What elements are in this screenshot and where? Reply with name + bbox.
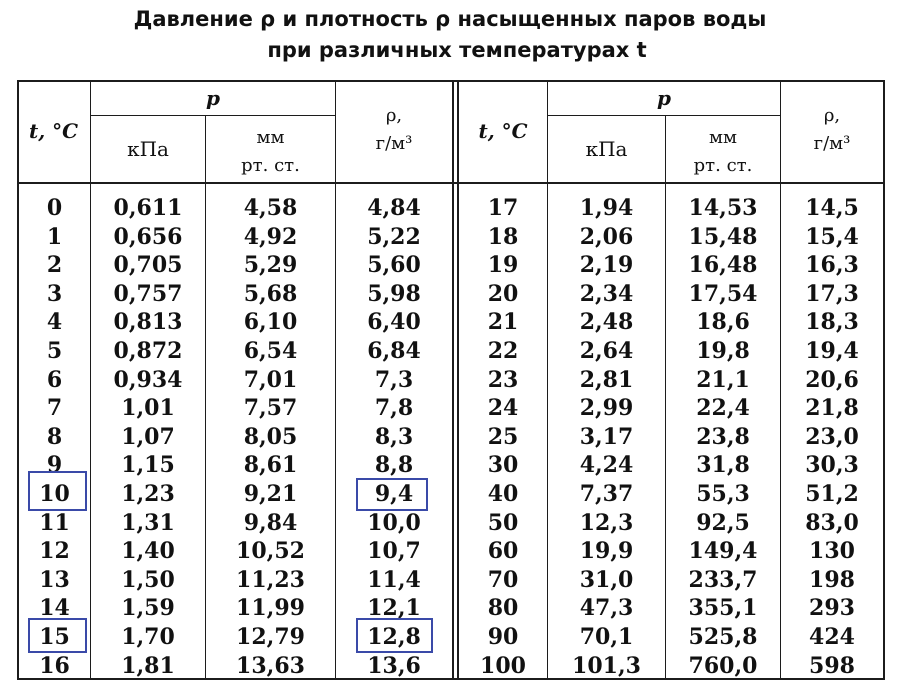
table-cell: 5,68 xyxy=(243,280,298,307)
header-mm-line1-left: мм xyxy=(256,127,285,148)
table-cell: 19,9 xyxy=(579,538,634,565)
header-bottom-border xyxy=(17,182,885,184)
table-cell: 12,1 xyxy=(367,595,421,622)
table-cell: 12,8 xyxy=(367,623,421,650)
table-cell: 1,31 xyxy=(121,509,175,536)
table-cell: 2,64 xyxy=(579,337,634,364)
table-cell: 13,63 xyxy=(236,652,305,679)
table-cell: 19,8 xyxy=(696,337,750,364)
highlight-box-rho-9-4 xyxy=(356,478,428,511)
header-rho-line1-left: ρ, xyxy=(385,105,403,126)
header-rho-line1-right: ρ, xyxy=(823,105,841,126)
table-cell: 24 xyxy=(487,395,519,422)
table-cell: 8,8 xyxy=(374,452,414,479)
table-cell: 1,70 xyxy=(121,623,175,650)
table-cell: 11 xyxy=(39,509,70,536)
header-mm-right xyxy=(666,124,780,180)
column-t-right xyxy=(459,194,547,679)
table-right-border xyxy=(883,80,885,680)
table-cell: 80 xyxy=(487,595,519,622)
table-cell: 130 xyxy=(809,538,855,565)
header-rho-left xyxy=(336,102,452,158)
highlight-box-t-15 xyxy=(28,618,87,653)
table-cell: 23,0 xyxy=(805,423,859,450)
header-t-left: t, °C xyxy=(28,119,79,143)
table-cell: 31,0 xyxy=(579,566,634,593)
table-cell: 10,7 xyxy=(367,538,421,565)
table-cell: 2,19 xyxy=(579,252,634,279)
table-cell: 1,40 xyxy=(121,538,175,565)
table-cell: 424 xyxy=(809,623,855,650)
table-cell: 6,10 xyxy=(243,309,298,336)
table-cell: 51,2 xyxy=(805,480,859,507)
table-cell: 1,23 xyxy=(121,480,175,507)
table-cell: 25 xyxy=(487,423,519,450)
table-cell: 47,3 xyxy=(579,595,634,622)
table-cell: 3,17 xyxy=(579,423,634,450)
table-cell: 355,1 xyxy=(688,595,758,622)
table-cell: 92,5 xyxy=(696,509,750,536)
table-cell: 9,4 xyxy=(374,480,414,507)
table-cell: 6 xyxy=(46,366,63,393)
table-cell: 23 xyxy=(487,366,519,393)
center-divider-a xyxy=(452,80,454,680)
table-cell: 31,8 xyxy=(696,452,750,479)
table-cell: 9,21 xyxy=(243,480,298,507)
table-cell: 18 xyxy=(487,223,519,250)
table-cell: 2,81 xyxy=(579,366,634,393)
table-cell: 0,872 xyxy=(113,337,183,364)
table-cell: 30 xyxy=(487,452,519,479)
table-cell: 23,8 xyxy=(696,423,750,450)
table-cell: 0,705 xyxy=(113,252,183,279)
table-cell: 4,84 xyxy=(367,195,421,221)
table-cell: 598 xyxy=(809,652,855,679)
table-cell: 2 xyxy=(46,252,63,279)
table-cell: 0,757 xyxy=(113,280,183,307)
table-cell: 17,54 xyxy=(688,280,758,307)
table-cell: 5,98 xyxy=(367,280,421,307)
table-cell: 2,34 xyxy=(579,280,634,307)
table-cell: 2,48 xyxy=(579,309,634,336)
table-cell: 8,05 xyxy=(243,423,298,450)
table-cell: 10,0 xyxy=(367,509,421,536)
table-cell: 14,53 xyxy=(688,195,758,221)
table-cell: 14,5 xyxy=(805,195,859,221)
table-cell: 525,8 xyxy=(688,623,758,650)
table-cell: 149,4 xyxy=(688,538,758,565)
table-cell: 12 xyxy=(39,538,70,565)
table-cell: 21,8 xyxy=(805,395,859,422)
table-cell: 4,24 xyxy=(579,452,634,479)
table-cell: 70 xyxy=(487,566,519,593)
table-cell: 0,611 xyxy=(113,195,183,221)
table-cell: 20,6 xyxy=(805,366,859,393)
table-cell: 5,22 xyxy=(367,223,421,250)
table-cell: 30,3 xyxy=(805,452,859,479)
table-cell: 15,4 xyxy=(805,223,859,250)
table-cell: 14 xyxy=(39,595,70,622)
table-cell: 13,6 xyxy=(367,652,421,679)
table-cell: 5,60 xyxy=(367,252,421,279)
table-cell: 20 xyxy=(487,280,519,307)
table-cell: 1,50 xyxy=(121,566,175,593)
table-cell: 760,0 xyxy=(688,652,758,679)
table-cell: 12,79 xyxy=(236,623,305,650)
header-p-divider-right xyxy=(548,115,780,116)
column-mm-right xyxy=(666,194,780,679)
highlight-box-rho-12-8 xyxy=(356,618,433,653)
table-cell: 0,813 xyxy=(113,309,183,336)
table-cell: 16,3 xyxy=(805,252,859,279)
table-cell: 1,94 xyxy=(579,195,634,221)
column-rho-left xyxy=(336,194,452,679)
column-mm-left xyxy=(206,194,335,679)
table-cell: 16,48 xyxy=(688,252,758,279)
header-mm-line1-right: мм xyxy=(708,127,737,148)
column-rho-right xyxy=(781,194,883,679)
table-cell: 15,48 xyxy=(688,223,758,250)
table-cell: 18,6 xyxy=(696,309,750,336)
header-rho-line2-right: г/м³ xyxy=(813,133,851,154)
table-cell: 13 xyxy=(39,566,70,593)
table-cell: 7,57 xyxy=(243,395,298,422)
header-kpa-right: кПа xyxy=(585,137,628,161)
table-cell: 3 xyxy=(46,280,63,307)
table-cell: 1,59 xyxy=(121,595,175,622)
table-cell: 7,8 xyxy=(374,395,414,422)
table-cell: 1,07 xyxy=(121,423,175,450)
table-cell: 2,06 xyxy=(579,223,634,250)
table-cell: 21,1 xyxy=(696,366,750,393)
table-cell: 1,01 xyxy=(121,395,175,422)
table-cell: 22 xyxy=(487,337,519,364)
table-cell: 15 xyxy=(39,623,70,650)
table-cell: 0,934 xyxy=(113,366,183,393)
table-cell: 18,3 xyxy=(805,309,859,336)
table-cell: 5,29 xyxy=(243,252,298,279)
header-p-divider-left xyxy=(91,115,335,116)
table-cell: 60 xyxy=(487,538,519,565)
highlight-box-t-10 xyxy=(28,471,87,511)
table-cell: 10,52 xyxy=(236,538,305,565)
table-cell: 55,3 xyxy=(696,480,750,507)
table-cell: 4,58 xyxy=(243,195,298,221)
table-top-border xyxy=(17,80,885,82)
table-cell: 50 xyxy=(487,509,519,536)
header-p-left: p xyxy=(206,86,220,110)
table-cell: 16 xyxy=(39,652,70,679)
header-rho-right xyxy=(781,102,883,158)
column-kpa-left xyxy=(91,194,205,679)
header-t-right: t, °C xyxy=(478,119,528,143)
table-cell: 19 xyxy=(487,252,519,279)
table-cell: 101,3 xyxy=(572,652,641,679)
table-cell: 8 xyxy=(46,423,63,450)
table-cell: 11,23 xyxy=(236,566,305,593)
table-cell: 9,84 xyxy=(243,509,298,536)
table-cell: 198 xyxy=(809,566,855,593)
table-cell: 1,15 xyxy=(121,452,175,479)
header-mm-line2-right: рт. ст. xyxy=(693,155,753,176)
title-line-2: при различных температурах t xyxy=(267,38,647,62)
table-cell: 0 xyxy=(46,195,63,221)
table-cell: 5 xyxy=(46,337,63,364)
table-cell: 10 xyxy=(39,480,70,507)
table-cell: 293 xyxy=(809,595,855,622)
table-cell: 11,99 xyxy=(236,595,305,622)
table-cell: 0,656 xyxy=(113,223,183,250)
table-cell: 233,7 xyxy=(688,566,758,593)
table-cell: 9 xyxy=(46,452,63,479)
table-cell: 17,3 xyxy=(805,280,859,307)
table-cell: 90 xyxy=(487,623,519,650)
table-cell: 12,3 xyxy=(579,509,634,536)
column-t-left xyxy=(19,194,90,679)
table-title xyxy=(0,4,900,66)
table-cell: 7,37 xyxy=(579,480,634,507)
table-cell: 7 xyxy=(46,395,63,422)
table-cell: 83,0 xyxy=(805,509,859,536)
table-cell: 70,1 xyxy=(579,623,634,650)
table-cell: 6,84 xyxy=(367,337,421,364)
table-cell: 22,4 xyxy=(696,395,750,422)
table-cell: 100 xyxy=(480,652,526,679)
header-rho-line2-left: г/м³ xyxy=(375,133,413,154)
table-cell: 40 xyxy=(487,480,519,507)
column-kpa-right xyxy=(548,194,665,679)
table-cell: 2,99 xyxy=(579,395,634,422)
table-cell: 11,4 xyxy=(367,566,421,593)
vapor-pressure-table xyxy=(17,80,885,680)
header-mm-left xyxy=(206,124,335,180)
table-cell: 17 xyxy=(487,195,519,221)
table-cell: 7,3 xyxy=(374,366,414,393)
header-mm-line2-left: рт. ст. xyxy=(241,155,300,176)
table-cell: 4,92 xyxy=(243,223,298,250)
header-p-right: p xyxy=(657,86,671,110)
table-cell: 7,01 xyxy=(243,366,298,393)
header-kpa-left: кПа xyxy=(127,137,169,161)
table-cell: 8,3 xyxy=(374,423,414,450)
table-cell: 1 xyxy=(46,223,63,250)
table-cell: 21 xyxy=(487,309,519,336)
table-cell: 1,81 xyxy=(121,652,175,679)
table-cell: 8,61 xyxy=(243,452,298,479)
table-cell: 19,4 xyxy=(805,337,859,364)
title-line-1: Давление ρ и плотность ρ насыщенных паров воды xyxy=(133,7,767,31)
table-cell: 6,54 xyxy=(243,337,298,364)
table-cell: 4 xyxy=(46,309,63,336)
table-cell: 6,40 xyxy=(367,309,421,336)
